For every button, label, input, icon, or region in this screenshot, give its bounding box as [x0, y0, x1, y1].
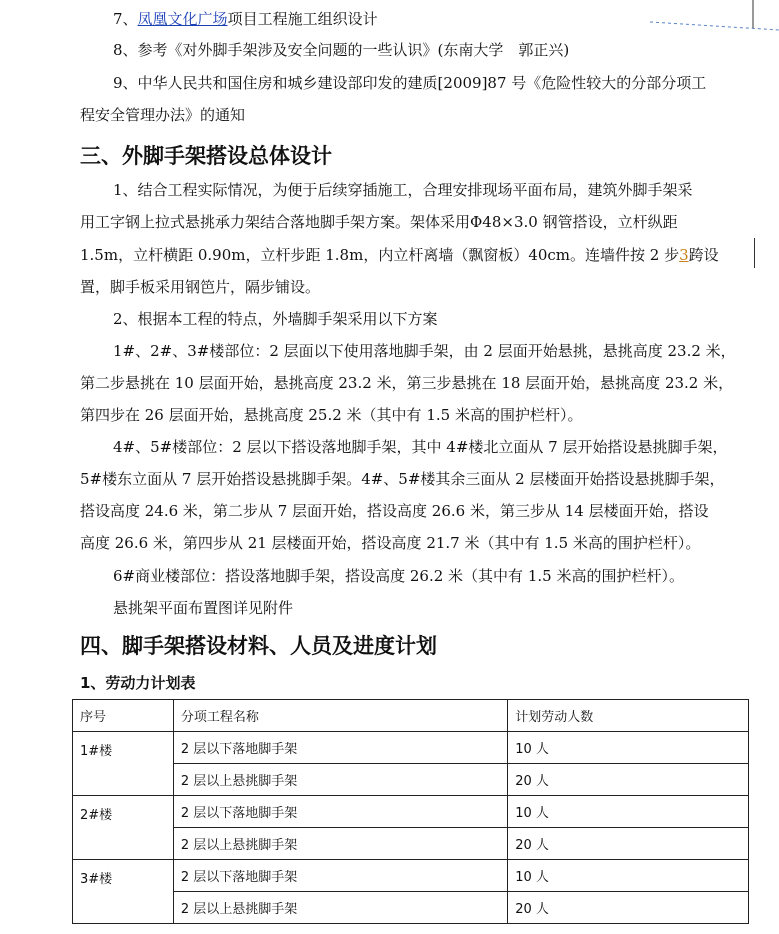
- item-cell: 2 层以上悬挑脚手架: [173, 828, 507, 860]
- text-cursor: [754, 238, 755, 268]
- para4-line3: 搭设高度 24.6 米，第二步从 7 层面开始，搭设高度 26.6 米，第三步从 14 层楼面开始，搭设: [80, 502, 709, 520]
- section-3-heading: 三、外脚手架搭设总体设计: [80, 144, 332, 168]
- workers-cell: 10 人: [508, 860, 749, 892]
- header-index: 序号: [73, 700, 174, 732]
- para4-line4: 高度 26.6 米，第四步从 21 层楼面开始，搭设高度 21.7 米（其中有 1.5 米高的围护栏杆）。: [80, 534, 701, 552]
- revision-marker-line: [650, 0, 779, 40]
- para1-line2: 用工字钢上拉式悬挑承力架结合落地脚手架方案。架体采用Φ48×3.0 钢管搭设，立杆纵距: [80, 213, 678, 231]
- para4-line2: 5#楼东立面从 7 层开始搭设悬挑脚手架。4#、5#楼其余三面从 2 层楼面开始搭设悬挑脚手架，: [80, 470, 725, 488]
- table-header-row: [73, 700, 749, 732]
- building-cell: 2#楼: [73, 796, 174, 860]
- table-row: [73, 764, 749, 796]
- table-row: [73, 828, 749, 860]
- table-row: [73, 892, 749, 924]
- workers-cell: 10 人: [508, 796, 749, 828]
- building-cell: 1#楼: [73, 732, 174, 796]
- labor-plan-table: [72, 699, 749, 924]
- table-row: [73, 732, 749, 764]
- workers-cell: 20 人: [508, 828, 749, 860]
- header-item-name: 分项工程名称: [173, 700, 507, 732]
- labor-plan-subheading: 1、劳动力计划表: [80, 674, 196, 692]
- reference-item-9-line1: 9、中华人民共和国住房和城乡建设部印发的建质[2009]87 号《危险性较大的分部分项工: [113, 74, 707, 92]
- para6: 悬挑架平面布置图详见附件: [113, 599, 294, 617]
- para1-line4: 置，脚手板采用钢笆片，隔步铺设。: [80, 278, 321, 296]
- table-row: [73, 860, 749, 892]
- para1-line1: 1、结合工程实际情况，为便于后续穿插施工，合理安排现场平面布局，建筑外脚手架采: [113, 181, 693, 199]
- project-link[interactable]: 凤凰文化广场: [137, 10, 228, 28]
- item-cell: 2 层以上悬挑脚手架: [173, 892, 507, 924]
- para2: 2、根据本工程的特点，外墙脚手架采用以下方案: [113, 310, 438, 328]
- reference-item-9-line2: 程安全管理办法》的通知: [80, 106, 246, 124]
- item-cell: 2 层以上悬挑脚手架: [173, 764, 507, 796]
- reference-item-8: 8、参考《对外脚手架涉及安全问题的一些认识》(东南大学 郭正兴): [113, 41, 570, 59]
- workers-cell: 20 人: [508, 764, 749, 796]
- building-cell: 3#楼: [73, 860, 174, 924]
- item-cell: 2 层以下落地脚手架: [173, 796, 507, 828]
- tracked-change-mark[interactable]: 3: [679, 246, 689, 264]
- workers-cell: 20 人: [508, 892, 749, 924]
- para3-line3: 第四步在 26 层面开始，悬挑高度 25.2 米（其中有 1.5 米高的围护栏杆）。: [80, 406, 583, 424]
- para5: 6#商业楼部位：搭设落地脚手架，搭设高度 26.2 米（其中有 1.5 米高的围护栏杆）。: [113, 567, 684, 585]
- ref7-prefix: 7、: [113, 10, 138, 28]
- para1-line3: [80, 245, 719, 265]
- header-planned-workers: 计划劳动人数: [508, 700, 749, 732]
- para3-line1: 1#、2#、3#楼部位：2 层面以下使用落地脚手架，由 2 层面开始悬挑，悬挑高度 23.2 米，: [113, 342, 736, 360]
- para1-line3-tail: 跨设: [688, 246, 719, 264]
- reference-item-7: [113, 9, 378, 29]
- section-4-heading: 四、脚手架搭设材料、人员及进度计划: [80, 634, 437, 658]
- item-cell: 2 层以下落地脚手架: [173, 732, 507, 764]
- para4-line1: 4#、5#楼部位：2 层以下搭设落地脚手架，其中 4#楼北立面从 7 层开始搭设悬挑脚手架，: [113, 438, 728, 456]
- item-cell: 2 层以下落地脚手架: [173, 860, 507, 892]
- para1-line3-text: 1.5m，立杆横距 0.90m，立杆步距 1.8m，内立杆离墙（飘窗板）40cm。连墙件按 2 步: [80, 246, 680, 264]
- workers-cell: 10 人: [508, 732, 749, 764]
- ref7-rest: 项目工程施工组织设计: [227, 10, 378, 28]
- para3-line2: 第二步悬挑在 10 层面开始，悬挑高度 23.2 米，第三步悬挑在 18 层面开始，悬挑高度 23.2 米，: [80, 374, 734, 392]
- table-row: [73, 796, 749, 828]
